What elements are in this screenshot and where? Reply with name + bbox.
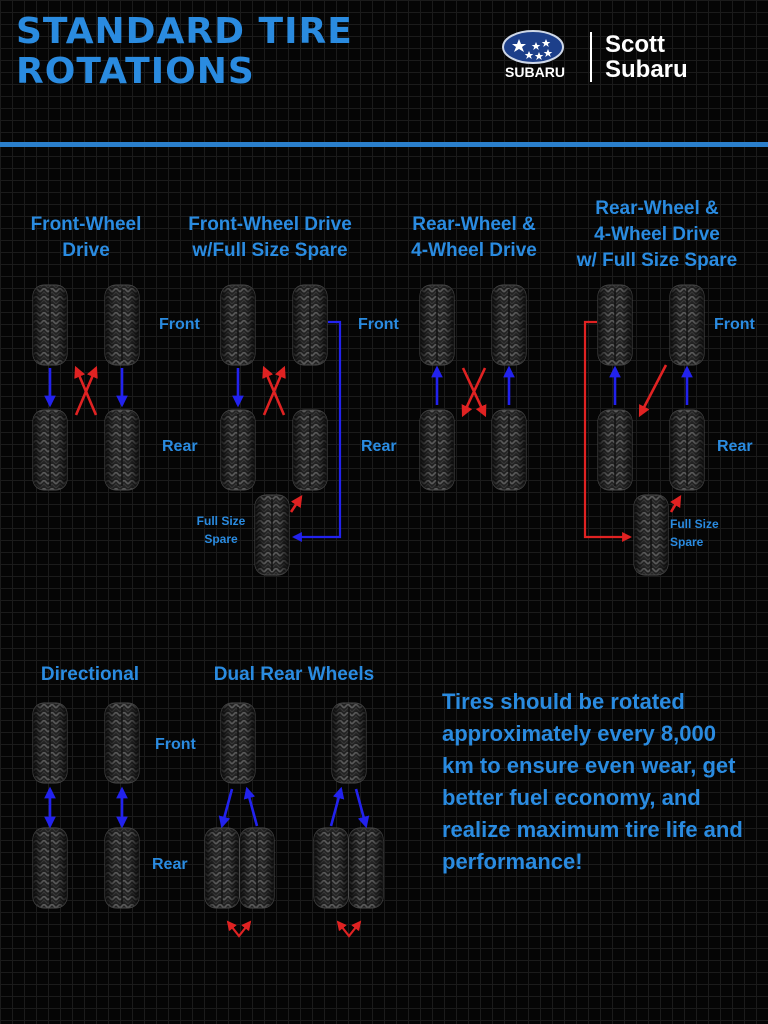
tire-dir-rear-left	[33, 828, 67, 908]
label-front-fwd-spare: Front	[358, 316, 399, 333]
section-title-rwd-4wd-spare-line-3: w/ Full Size Spare	[576, 250, 738, 271]
section-title-rwd-4wd-line-1: Rear-Wheel &	[412, 214, 536, 235]
section-title-fwd-line-1: Front-Wheel	[30, 214, 142, 235]
tire-fwd-front-left	[33, 285, 67, 365]
tire-dual-rear-right-outer	[349, 828, 383, 908]
arrow-fwd-spare-spare-to-rear	[291, 497, 301, 512]
section-title-directional-line-1: Directional	[40, 664, 140, 685]
section-title-rwd-4wd	[392, 212, 556, 264]
arrow-dual-left-up	[247, 789, 257, 826]
tire-fwd-spare-spare	[255, 495, 289, 575]
dealer-line-2: Subaru	[605, 56, 688, 83]
dealer-line-1: Scott	[605, 31, 665, 58]
tire-dual-front-right	[332, 703, 366, 783]
title-line-2: ROTATIONS	[16, 51, 255, 92]
label-rear-rwd-spare: Rear	[717, 438, 753, 455]
rotation-tip: Tires should be rotated approximately every 8,000 km to ensure even wear, get better fuel economy, and realize maximum tire life and performance!	[442, 689, 743, 874]
label-spare-rwd-line-2: Spare	[670, 535, 704, 549]
tire-dir-rear-right	[105, 828, 139, 908]
tire-dir-front-left	[33, 703, 67, 783]
label-rear-rwd: Rear	[361, 438, 397, 455]
section-title-fwd-spare-line-2: w/Full Size Spare	[192, 240, 348, 261]
tire-dir-front-right	[105, 703, 139, 783]
label-front-directional: Front	[155, 736, 196, 753]
section-title-rwd-4wd-spare	[562, 196, 752, 274]
section-title-rwd-4wd-spare-line-1: Rear-Wheel &	[595, 198, 719, 219]
section-title-rwd-4wd-line-2: 4-Wheel Drive	[411, 240, 537, 261]
tire-fwd-rear-left	[33, 410, 67, 490]
section-title-rwd-4wd-spare-line-2: 4-Wheel Drive	[594, 224, 720, 245]
section-title-fwd-line-2: Drive	[62, 240, 110, 261]
label-rear-directional: Rear	[152, 856, 188, 873]
tire-rwd-front-left	[420, 285, 454, 365]
arrow-rwd-spare-front-right-to-rear-left	[640, 365, 666, 415]
title-line-1: STANDARD TIRE	[16, 11, 353, 52]
tire-rwd-rear-left	[420, 410, 454, 490]
tire-rwd-spare-rear-right	[670, 410, 704, 490]
tire-fwd-spare-front-right	[293, 285, 327, 365]
label-spare-rwd-line-1: Full Size	[670, 517, 719, 531]
arrow-dual-left-swap	[228, 922, 250, 936]
tire-fwd-spare-rear-right	[293, 410, 327, 490]
tire-rwd-spare-front-left	[598, 285, 632, 365]
tire-rwd-rear-right	[492, 410, 526, 490]
arrow-dual-right-down	[356, 789, 366, 826]
tire-fwd-front-right	[105, 285, 139, 365]
tire-dual-rear-left-outer	[205, 828, 239, 908]
subaru-logo-word: SUBARU	[505, 64, 565, 80]
tire-fwd-spare-rear-left	[221, 410, 255, 490]
label-front-rwd-spare: Front	[714, 316, 755, 333]
tire-rwd-spare-front-right	[670, 285, 704, 365]
arrow-dual-right-swap	[338, 922, 360, 936]
arrow-rwd-spare-spare-to-rear	[671, 497, 680, 512]
tire-dual-front-left	[221, 703, 255, 783]
tire-rwd-spare-spare	[634, 495, 668, 575]
tire-fwd-spare-front-left	[221, 285, 255, 365]
arrow-dual-right-up	[331, 789, 341, 826]
label-spare-rwd	[670, 515, 734, 551]
label-spare-fwd-line-2: Spare	[204, 532, 238, 546]
tire-dual-rear-right-inner	[314, 828, 348, 908]
tire-dual-rear-left-inner	[240, 828, 274, 908]
tire-rwd-spare-rear-left	[598, 410, 632, 490]
section-title-dual-rear-line-1: Dual Rear Wheels	[213, 664, 375, 685]
section-title-fwd-spare	[170, 212, 370, 264]
label-front-fwd: Front	[159, 316, 200, 333]
label-spare-fwd	[190, 512, 252, 548]
section-title-dual-rear	[198, 662, 390, 688]
label-rear-fwd: Rear	[162, 438, 198, 455]
tire-rwd-front-right	[492, 285, 526, 365]
section-title-directional	[20, 662, 160, 688]
section-title-fwd-spare-line-1: Front-Wheel Drive	[188, 214, 352, 235]
label-spare-fwd-line-1: Full Size	[196, 514, 246, 528]
tire-fwd-rear-right	[105, 410, 139, 490]
section-title-fwd	[14, 212, 158, 264]
arrow-dual-left-down	[222, 789, 232, 826]
